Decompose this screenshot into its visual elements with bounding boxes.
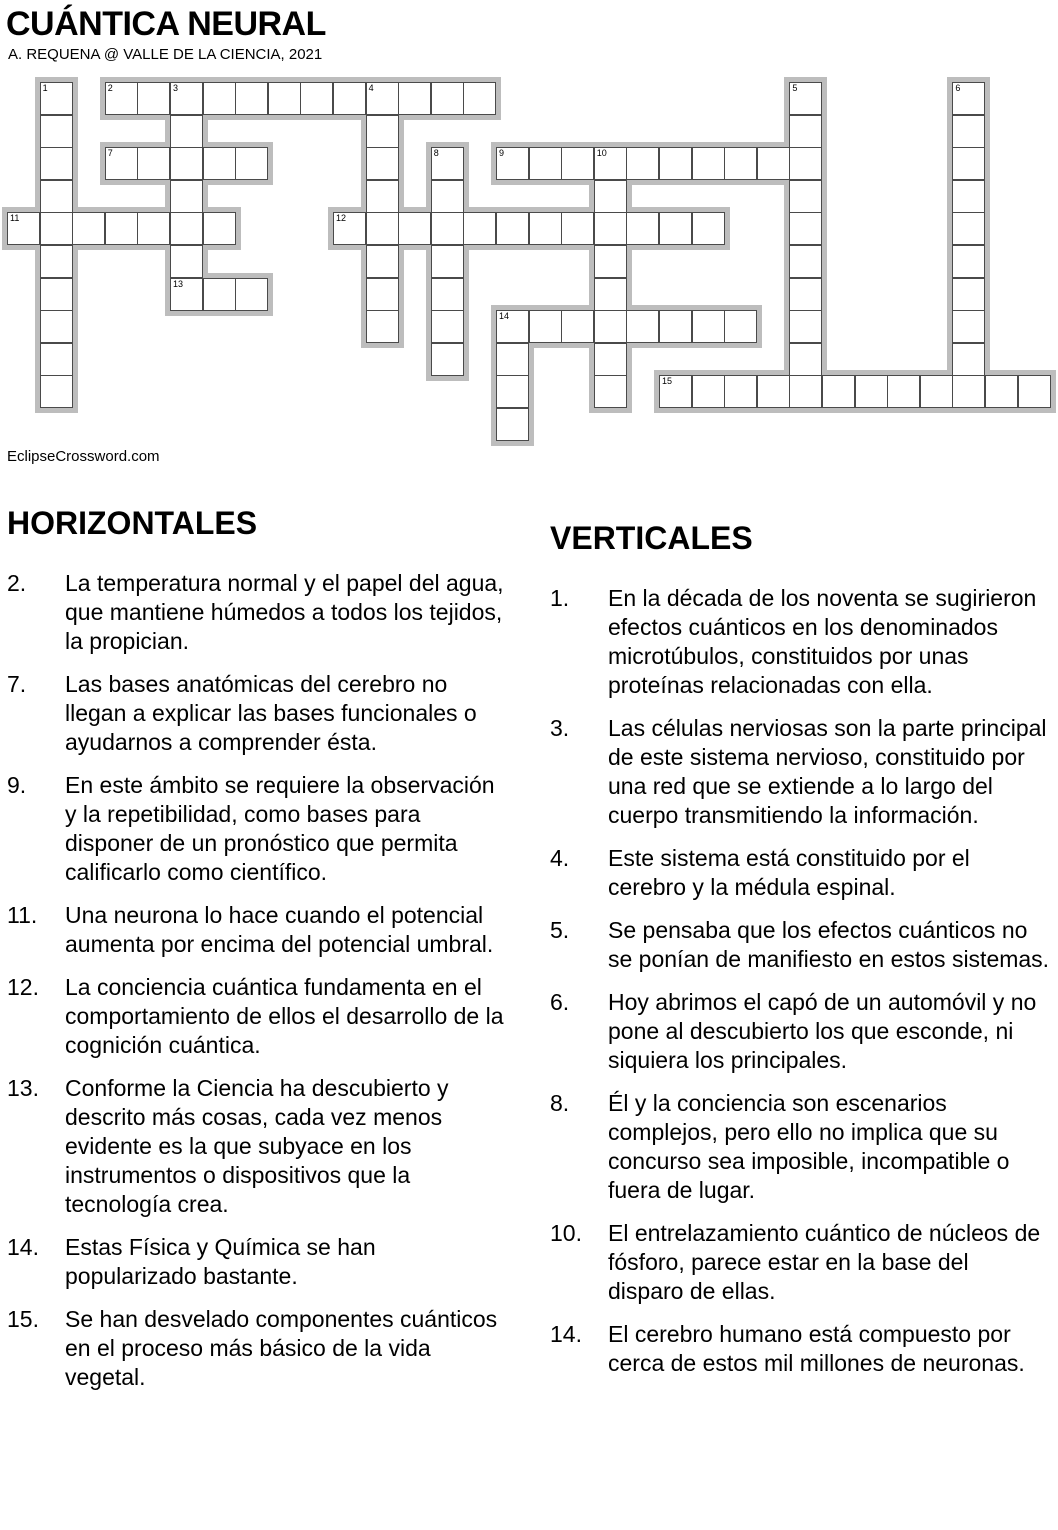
grid-cell[interactable] — [203, 82, 236, 115]
grid-cell[interactable] — [40, 147, 73, 180]
grid-cell[interactable] — [40, 278, 73, 311]
cell-number: 14 — [499, 311, 510, 322]
grid-cell[interactable] — [594, 180, 627, 213]
grid-cell[interactable] — [40, 310, 73, 343]
grid-cell[interactable] — [137, 212, 170, 245]
grid-cell[interactable] — [659, 375, 692, 408]
grid-cell[interactable] — [757, 375, 790, 408]
grid-cell[interactable] — [366, 212, 399, 245]
grid-cell[interactable] — [952, 115, 985, 148]
grid-cell[interactable] — [626, 310, 659, 343]
clue-text: La conciencia cuántica fundamenta en el comportamiento de ellos el desarrollo de la cognición cuántica. — [65, 974, 504, 1058]
down-clue — [550, 714, 1050, 830]
grid-cell[interactable] — [398, 212, 431, 245]
clue-number: 4. — [550, 845, 570, 871]
clue-number: 6. — [550, 989, 570, 1015]
grid-cell[interactable] — [789, 115, 822, 148]
grid-cell[interactable] — [431, 278, 464, 311]
grid-cell[interactable] — [659, 310, 692, 343]
grid-cell[interactable] — [789, 278, 822, 311]
grid-cell[interactable] — [203, 212, 236, 245]
grid-cell[interactable] — [431, 180, 464, 213]
grid-cell[interactable] — [105, 212, 138, 245]
grid-cell[interactable] — [137, 147, 170, 180]
grid-cell[interactable] — [659, 147, 692, 180]
grid-cell[interactable] — [594, 147, 627, 180]
crossword-grid — [0, 0, 1058, 460]
cell-number: 2 — [107, 83, 113, 93]
grid-cell[interactable] — [985, 375, 1018, 408]
grid-cell[interactable] — [561, 310, 594, 343]
down-clue — [550, 1219, 1050, 1306]
clue-text: Una neurona lo hace cuando el potencial aumenta por encima del potencial umbral. — [65, 902, 494, 957]
grid-cell[interactable] — [398, 82, 431, 115]
across-clues — [7, 505, 507, 1406]
grid-cell[interactable] — [40, 180, 73, 213]
grid-cell[interactable] — [463, 82, 496, 115]
clue-number: 14. — [7, 1234, 39, 1260]
clue-text: Se han desvelado componentes cuánticos en el proceso más básico de la vida vegetal. — [65, 1306, 498, 1390]
clue-number: 10. — [550, 1220, 582, 1246]
grid-cell[interactable] — [463, 212, 496, 245]
grid-cell[interactable] — [105, 82, 138, 115]
grid-cell[interactable] — [72, 212, 105, 245]
grid-cell[interactable] — [431, 212, 464, 245]
grid-cell[interactable] — [724, 147, 757, 180]
clue-number: 14. — [550, 1321, 582, 1347]
grid-cell[interactable] — [170, 245, 203, 278]
cell-number: 7 — [107, 148, 113, 159]
grid-cell[interactable] — [594, 310, 627, 343]
grid-cell[interactable] — [496, 147, 529, 180]
down-clue — [550, 988, 1050, 1075]
grid-cell[interactable] — [952, 278, 985, 311]
across-clue — [7, 1233, 507, 1291]
grid-cell[interactable] — [366, 278, 399, 311]
grid-cell[interactable] — [203, 147, 236, 180]
grid-cell[interactable] — [333, 212, 366, 245]
grid-cell[interactable] — [789, 245, 822, 278]
clue-text: Se pensaba que los efectos cuánticos no se ponían de manifiesto en estos sistemas. — [608, 917, 1050, 972]
grid-cell[interactable] — [789, 212, 822, 245]
clue-text: El cerebro humano está compuesto por cerca de estos mil millones de neuronas. — [608, 1321, 1025, 1376]
down-clue — [550, 844, 1050, 902]
across-clue — [7, 771, 507, 887]
cell-number: 9 — [499, 148, 505, 159]
grid-cell[interactable] — [170, 115, 203, 148]
grid-cell[interactable] — [724, 375, 757, 408]
across-clue — [7, 1074, 507, 1219]
cell-number: 6 — [955, 83, 961, 93]
grid-cell[interactable] — [626, 212, 659, 245]
grid-cell[interactable] — [170, 212, 203, 245]
down-clue — [550, 1089, 1050, 1205]
clue-number: 2. — [7, 570, 27, 596]
grid-cell[interactable] — [659, 212, 692, 245]
grid-cell[interactable] — [692, 375, 725, 408]
down-clues — [550, 520, 1050, 1392]
clue-text: El entrelazamiento cuántico de núcleos de fósforo, parece estar en la base del disparo de ellas. — [608, 1220, 1041, 1304]
clue-number: 15. — [7, 1306, 39, 1332]
clue-text: Estas Física y Química se han popularizado bastante. — [65, 1234, 376, 1289]
credit-footer: EclipseCrossword.com — [7, 448, 160, 465]
down-clue — [550, 584, 1050, 700]
grid-cell[interactable] — [203, 278, 236, 311]
grid-cell[interactable] — [366, 115, 399, 148]
grid-cell[interactable] — [789, 375, 822, 408]
grid-cell[interactable] — [366, 310, 399, 343]
grid-cell[interactable] — [496, 375, 529, 408]
grid-cell[interactable] — [170, 82, 203, 115]
cell-number: 12 — [336, 213, 347, 224]
clue-number: 11. — [7, 902, 38, 928]
grid-cell[interactable] — [952, 82, 985, 115]
grid-cell[interactable] — [431, 147, 464, 180]
grid-cell[interactable] — [920, 375, 953, 408]
grid-cell[interactable] — [170, 278, 203, 311]
clue-number: 13. — [7, 1075, 39, 1101]
grid-cell[interactable] — [789, 310, 822, 343]
cell-number: 3 — [173, 83, 179, 93]
cell-number: 15 — [662, 376, 673, 387]
grid-cell[interactable] — [137, 82, 170, 115]
cell-number: 10 — [596, 148, 607, 159]
down-clue — [550, 1320, 1050, 1378]
grid-cell[interactable] — [692, 147, 725, 180]
puzzle-title: CUÁNTICA NEURAL — [6, 5, 326, 43]
grid-cell[interactable] — [952, 147, 985, 180]
grid-cell[interactable] — [724, 310, 757, 343]
clue-number: 3. — [550, 715, 570, 741]
grid-cell[interactable] — [789, 147, 822, 180]
grid-cell[interactable] — [40, 375, 73, 408]
down-clue — [550, 916, 1050, 974]
cell-number: 11 — [10, 213, 20, 224]
grid-cell[interactable] — [235, 278, 268, 311]
grid-cell[interactable] — [529, 310, 562, 343]
clue-text: Él y la conciencia son escenarios complejos, pero ello no implica que su concurso sea imposible, incompatible o fuera de lugar. — [608, 1090, 1010, 1203]
grid-cell[interactable] — [366, 82, 399, 115]
clue-text: Hoy abrimos el capó de un automóvil y no pone al descubierto los que esconde, ni siquiera los principales. — [608, 989, 1037, 1073]
cell-number: 13 — [173, 278, 184, 289]
clue-text: La temperatura normal y el papel del agua, que mantiene húmedos a todos los tejidos, la propician. — [65, 570, 504, 654]
grid-cell[interactable] — [529, 212, 562, 245]
grid-cell[interactable] — [952, 212, 985, 245]
grid-cell[interactable] — [594, 343, 627, 376]
cell-number: 8 — [433, 148, 439, 159]
clue-number: 8. — [550, 1090, 570, 1116]
grid-cell[interactable] — [594, 375, 627, 408]
grid-cell[interactable] — [300, 82, 333, 115]
clue-text: En la década de los noventa se sugirieron efectos cuánticos en los denominados microtúbulos, constituidos por unas proteínas relacionadas con ella. — [608, 585, 1037, 698]
clue-number: 7. — [7, 671, 27, 697]
clue-text: Las células nerviosas son la parte principal de este sistema nervioso, constituido por una red que se extiende a lo largo del cuerpo transmitiendo la información. — [608, 715, 1047, 828]
grid-cell[interactable] — [822, 375, 855, 408]
grid-cell[interactable] — [692, 212, 725, 245]
across-clue — [7, 901, 507, 959]
clue-text: Conforme la Ciencia ha descubierto y descrito más cosas, cada vez menos evidente es la que subyace en los instrumentos o dispositivos que la tecnología crea. — [65, 1075, 449, 1217]
grid-cell[interactable] — [40, 343, 73, 376]
grid-cell[interactable] — [235, 147, 268, 180]
grid-cell[interactable] — [431, 343, 464, 376]
grid-cell[interactable] — [7, 212, 40, 245]
grid-cell[interactable] — [40, 245, 73, 278]
grid-cell[interactable] — [268, 82, 301, 115]
across-clue — [7, 973, 507, 1060]
grid-cell[interactable] — [1018, 375, 1051, 408]
grid-cell[interactable] — [496, 310, 529, 343]
grid-cell[interactable] — [235, 82, 268, 115]
cell-number: 5 — [792, 83, 798, 93]
cell-number: 4 — [368, 83, 374, 93]
puzzle-subtitle: A. REQUENA @ VALLE DE LA CIENCIA, 2021 — [8, 46, 323, 63]
grid-cell[interactable] — [40, 212, 73, 245]
grid-cell[interactable] — [40, 115, 73, 148]
grid-cell[interactable] — [692, 310, 725, 343]
clue-text: Este sistema está constituido por el cerebro y la médula espinal. — [608, 845, 970, 900]
grid-cell[interactable] — [431, 82, 464, 115]
grid-cell[interactable] — [952, 310, 985, 343]
grid-cell[interactable] — [529, 147, 562, 180]
across-clue — [7, 1305, 507, 1392]
across-heading: HORIZONTALES — [7, 505, 258, 541]
across-clue — [7, 670, 507, 757]
clue-number: 12. — [7, 974, 39, 1000]
grid-cell[interactable] — [952, 375, 985, 408]
grid-cell[interactable] — [626, 147, 659, 180]
grid-cell[interactable] — [594, 212, 627, 245]
grid-cell[interactable] — [496, 212, 529, 245]
grid-cell[interactable] — [170, 147, 203, 180]
clue-number: 9. — [7, 772, 27, 798]
grid-cell[interactable] — [757, 147, 790, 180]
grid-cell[interactable] — [789, 180, 822, 213]
grid-cell[interactable] — [366, 180, 399, 213]
grid-cell[interactable] — [952, 343, 985, 376]
grid-cell[interactable] — [855, 375, 888, 408]
grid-cell[interactable] — [431, 245, 464, 278]
grid-cell[interactable] — [431, 310, 464, 343]
grid-cell[interactable] — [561, 212, 594, 245]
grid-cell[interactable] — [887, 375, 920, 408]
clue-text: En este ámbito se requiere la observación y la repetibilidad, como bases para disponer de un pronóstico que permita calificarlo como científico. — [65, 772, 495, 885]
grid-cell[interactable] — [170, 180, 203, 213]
grid-cell[interactable] — [561, 147, 594, 180]
grid-cell[interactable] — [789, 343, 822, 376]
grid-cell[interactable] — [366, 245, 399, 278]
grid-cell[interactable] — [952, 180, 985, 213]
down-heading: VERTICALES — [550, 520, 753, 556]
cell-number: 1 — [42, 83, 48, 93]
grid-cell[interactable] — [952, 245, 985, 278]
grid-cell[interactable] — [105, 147, 138, 180]
grid-cell[interactable] — [333, 82, 366, 115]
grid-cell[interactable] — [496, 343, 529, 376]
clue-number: 5. — [550, 917, 570, 943]
clue-number: 1. — [550, 585, 570, 611]
grid-cell[interactable] — [40, 82, 73, 115]
grid-cell[interactable] — [594, 245, 627, 278]
grid-cell[interactable] — [496, 408, 529, 441]
grid-cell[interactable] — [366, 147, 399, 180]
clue-text: Las bases anatómicas del cerebro no llegan a explicar las bases funcionales o ayudarnos a comprender ésta. — [65, 671, 477, 755]
grid-cell[interactable] — [594, 278, 627, 311]
grid-cell[interactable] — [789, 82, 822, 115]
across-clue — [7, 569, 507, 656]
